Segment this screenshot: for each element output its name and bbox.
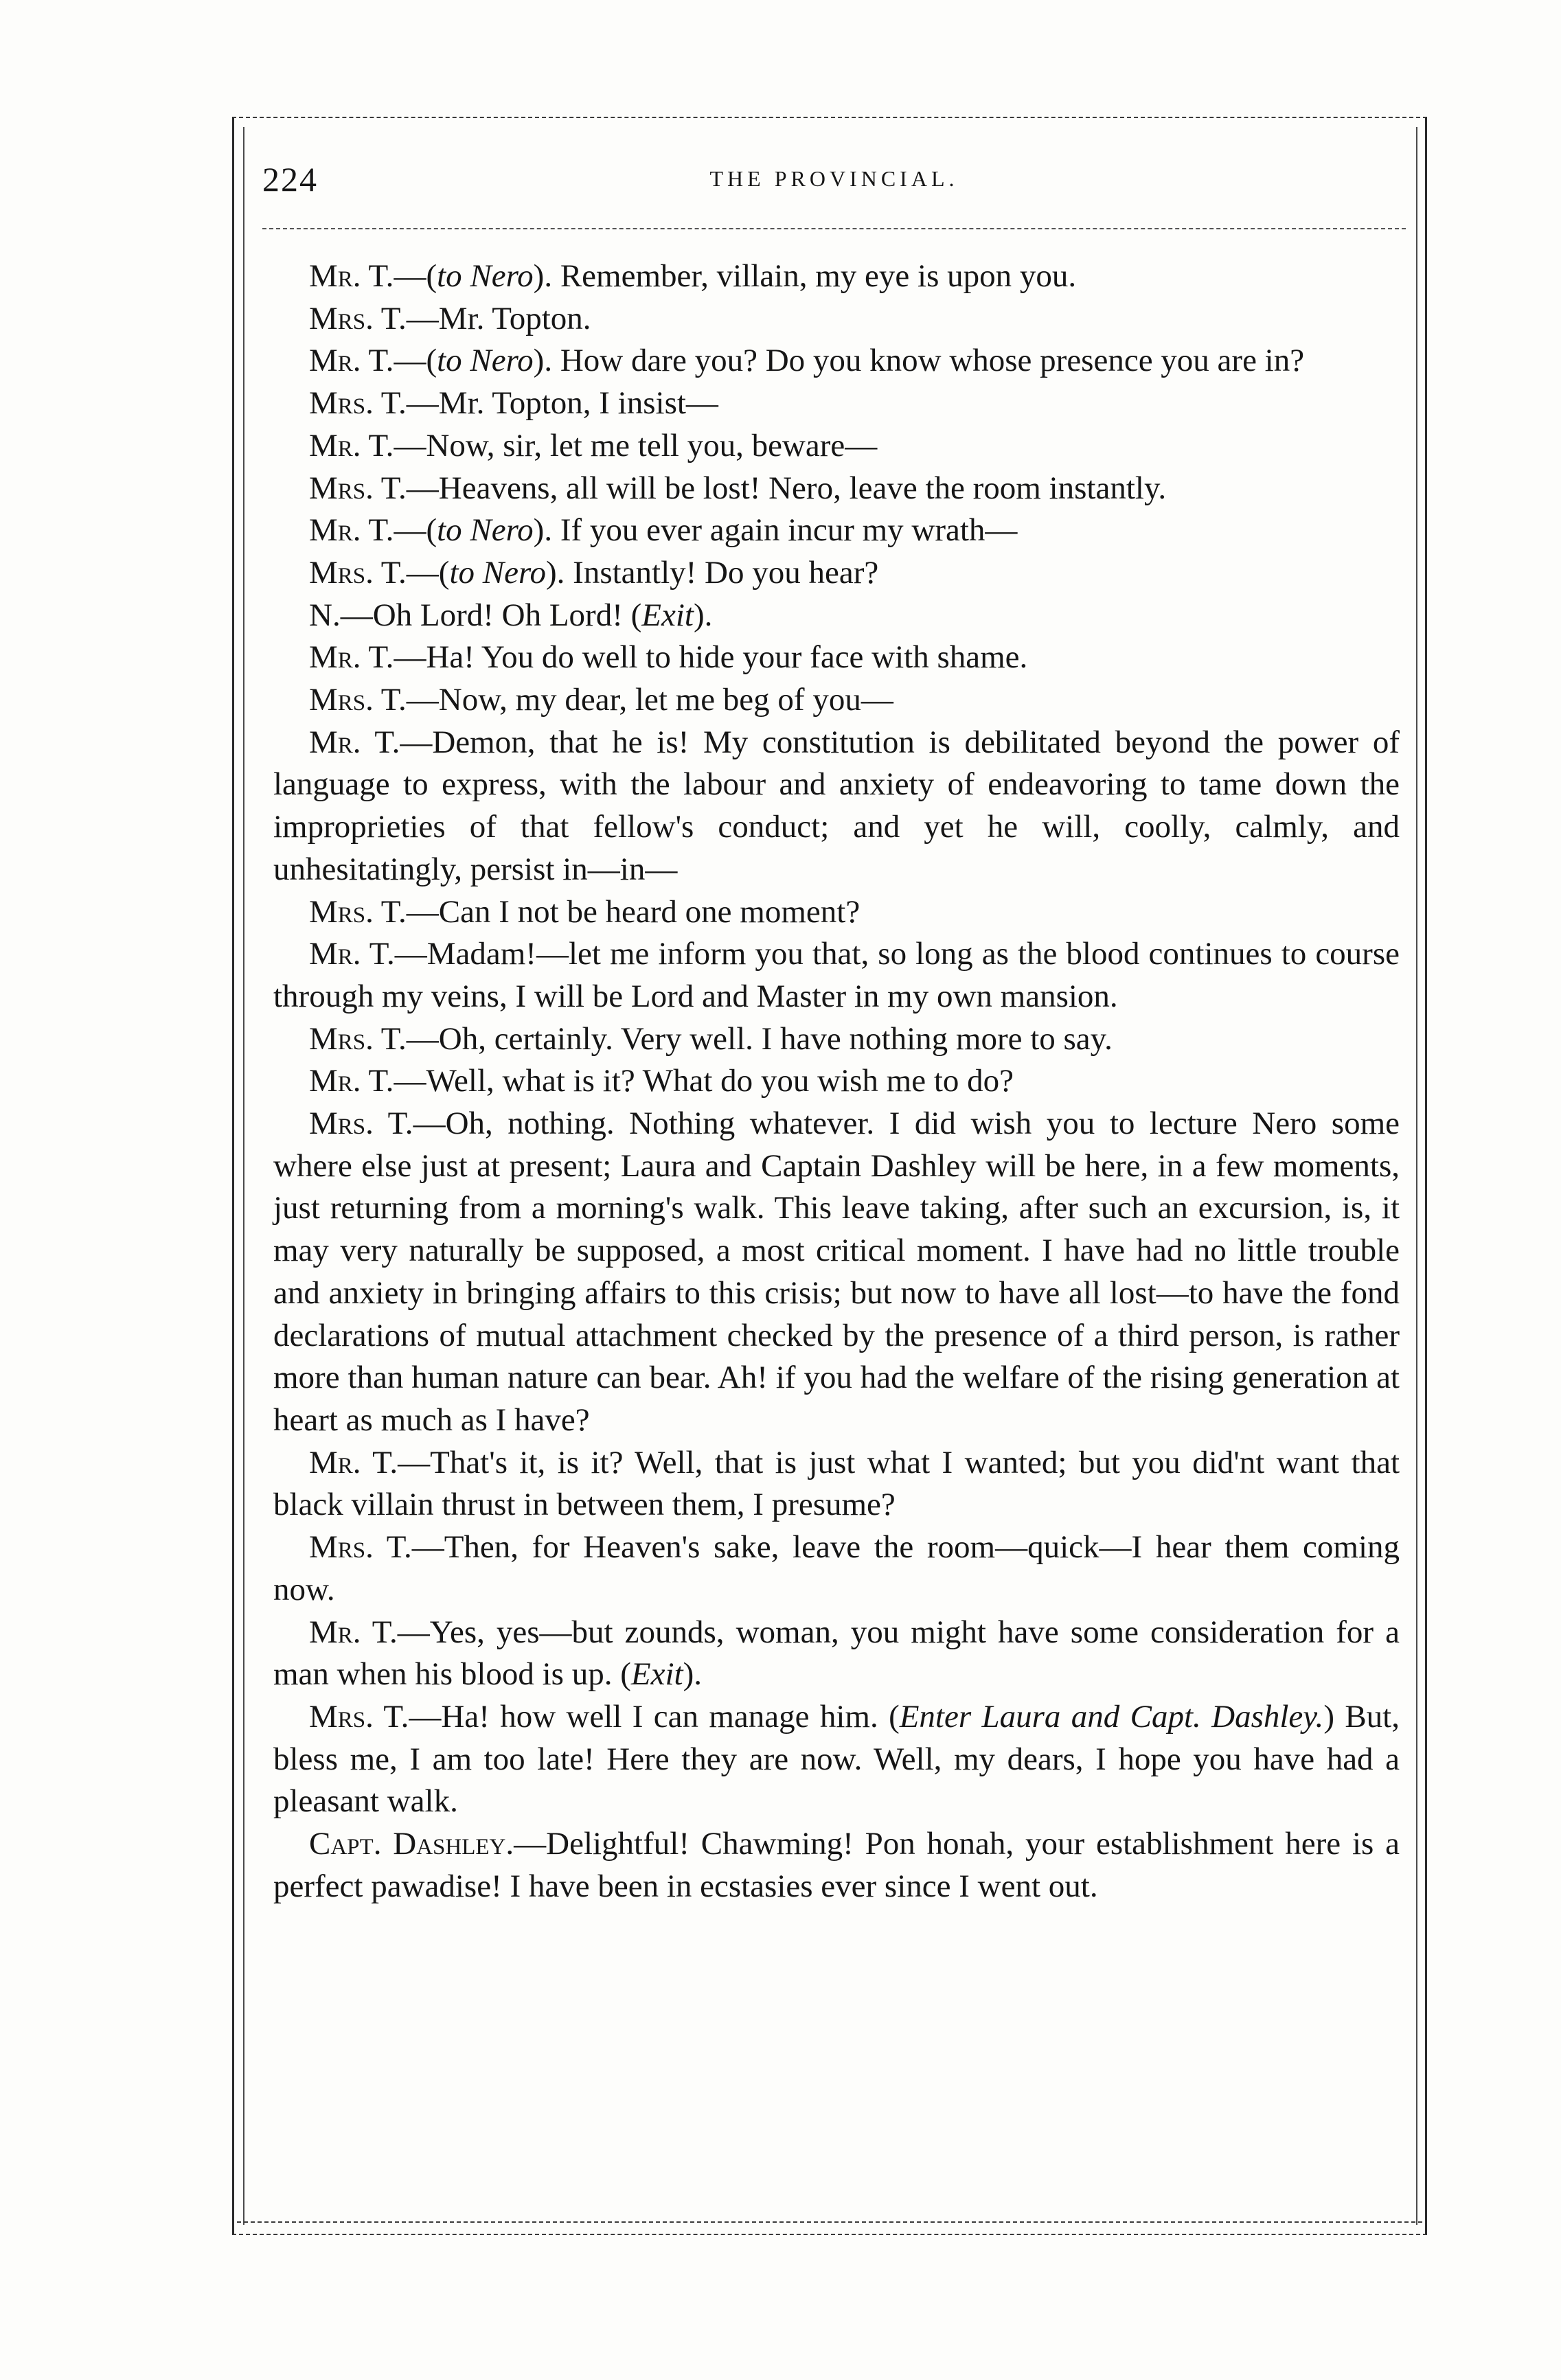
speech-text: —Ha! You do well to hide your face with shame.: [394, 639, 1028, 676]
stage-direction: Exit: [641, 597, 694, 633]
speaker-name: Mrs. T.: [309, 470, 407, 506]
speech-text: —(: [394, 258, 437, 294]
dialogue-line: [273, 637, 1400, 679]
stage-direction: to Nero: [437, 343, 534, 379]
speech-text: —Demon, that he is! My constitution is debilitated beyond the power of language to express, with the labour and anxiety of endeavoring to tame down the improprieties of that fellow's conduct; and yet he will, coolly, calmly, and unhesitatingly, persist in—in—: [273, 724, 1400, 887]
speaker-name: Mr. T.: [309, 512, 394, 549]
speaker-name: Mr. T.: [309, 639, 394, 676]
speech-text: ). Remember, villain, my eye is upon you.: [533, 258, 1077, 294]
speaker-name: Mrs. T.: [309, 682, 407, 718]
speech-text: —(: [406, 554, 450, 591]
speaker-name: Mrs. T.: [309, 1106, 413, 1142]
speech-text: ).: [683, 1656, 702, 1693]
stage-direction: to Nero: [437, 258, 534, 294]
stage-direction: to Nero: [437, 512, 534, 549]
speaker-name: Capt. Dashley.: [309, 1826, 514, 1862]
speaker-name: Mr. T.: [309, 258, 394, 294]
dialogue-line: [273, 298, 1400, 341]
speech-text: —Now, sir, let me tell you, beware—: [394, 427, 878, 464]
speech-text: —Madam!—let me inform you that, so long as the blood continues to course through my veins, I will be Lord and Master in my own mansion.: [273, 936, 1400, 1014]
page-number: 224: [262, 160, 318, 198]
dialogue-line: [273, 510, 1400, 552]
frame-inner-left-rule: [243, 127, 244, 2225]
speech-text: —Oh, certainly. Very well. I have nothing more to say.: [406, 1020, 1113, 1057]
dialogue-line: [273, 933, 1400, 1018]
frame-bottom-rule: [237, 2221, 1422, 2223]
speech-text: —Mr. Topton, I insist—: [406, 385, 718, 422]
stage-direction: Exit: [630, 1656, 683, 1693]
speaker-name: Mr. T.: [309, 936, 395, 972]
speaker-name: N.: [309, 597, 341, 633]
speech-text: ). Instantly! Do you hear?: [546, 554, 879, 591]
dialogue-line: [273, 552, 1400, 595]
speaker-name: Mrs. T.: [309, 300, 407, 336]
speaker-name: Mr. T.: [309, 427, 394, 464]
dialogue-line: [273, 1823, 1400, 1908]
speech-text: —Well, what is it? What do you wish me to do?: [394, 1063, 1014, 1099]
dialogue-line: [273, 1442, 1400, 1526]
speech-text: ) But, bless me, I am too late! Here they are now. Well, my dears, I hope you have had a pleasant walk.: [273, 1698, 1400, 1820]
speech-text: ). If you ever again incur my wrath—: [533, 512, 1018, 549]
speech-text: —(: [394, 512, 437, 549]
speaker-name: Mrs. T.: [309, 1020, 407, 1057]
stage-direction: Enter Laura and Capt. Dashley.: [899, 1698, 1324, 1735]
speech-text: —Then, for Heaven's sake, leave the room—quick—I hear them coming now.: [273, 1529, 1400, 1607]
speech-text: —(: [394, 343, 437, 379]
speech-text: —Delightful! Chawming! Pon honah, your establishment here is a perfect pawadise! I have been in ecstasies ever since I went out.: [273, 1826, 1400, 1904]
running-head: [262, 159, 1406, 201]
speech-text: —Oh, nothing. Nothing whatever. I did wish you to lecture Nero some where else just at present; Laura and Captain Dashley will be here, in a few moments, just returning from a morning's walk. This leave taking, after such an excursion, is, it may very naturally be supposed, a most critical moment. I have had no little trouble and anxiety in bringing affairs to this crisis; but now to have all lost—to have the fond declarations of mutual attachment checked by the presence of a third person, is rather more than human nature can bear. Ah! if you had the welfare of the rising generation at heart as much as I have?: [273, 1106, 1400, 1438]
running-title: THE PROVINCIAL.: [709, 166, 959, 191]
header-rule: [262, 228, 1406, 229]
dialogue-line: [273, 1696, 1400, 1823]
speaker-name: Mrs. T.: [309, 893, 407, 930]
dialogue-line: [273, 722, 1400, 891]
speaker-name: Mrs. T.: [309, 1529, 412, 1566]
speech-text: —Oh Lord! Oh Lord! (: [340, 597, 642, 633]
dialogue-line: [273, 1103, 1400, 1442]
dialogue-line: [273, 468, 1400, 510]
dialogue-line: [273, 1018, 1400, 1061]
dialogue-text: [273, 255, 1400, 1908]
frame-inner-right-rule: [1416, 127, 1417, 2225]
speech-text: —Ha! how well I can manage him. (: [409, 1698, 900, 1735]
dialogue-line: [273, 1526, 1400, 1611]
stage-direction: to Nero: [449, 554, 547, 591]
speech-text: —Mr. Topton.: [406, 300, 591, 336]
dialogue-line: [273, 1612, 1400, 1696]
speaker-name: Mrs. T.: [309, 1698, 409, 1735]
speaker-name: Mrs. T.: [309, 385, 407, 422]
dialogue-line: [273, 382, 1400, 425]
speech-text: —Can I not be heard one moment?: [406, 893, 861, 930]
speaker-name: Mrs. T.: [309, 554, 407, 591]
dialogue-line: [273, 255, 1400, 298]
speech-text: ).: [693, 597, 713, 633]
dialogue-line: [273, 425, 1400, 468]
speech-text: —Heavens, all will be lost! Nero, leave the room instantly.: [406, 470, 1167, 506]
speaker-name: Mr. T.: [309, 1063, 394, 1099]
speech-text: —That's it, is it? Well, that is just what I wanted; but you did'nt want that black villain thrust in between them, I presume?: [273, 1444, 1400, 1523]
speaker-name: Mr. T.: [309, 343, 394, 379]
dialogue-line: [273, 679, 1400, 722]
dialogue-line: [273, 595, 1400, 637]
dialogue-line: [273, 340, 1400, 382]
speech-text: —Now, my dear, let me beg of you—: [406, 682, 893, 718]
dialogue-line: [273, 891, 1400, 934]
speaker-name: Mr. T.: [309, 724, 400, 760]
speaker-name: Mr. T.: [309, 1614, 398, 1650]
dialogue-line: [273, 1060, 1400, 1103]
speech-text: —Yes, yes—but zounds, woman, you might have some consideration for a man when his blood is up. (: [273, 1614, 1400, 1693]
speech-text: ). How dare you? Do you know whose presence you are in?: [533, 343, 1305, 379]
speaker-name: Mr. T.: [309, 1444, 398, 1480]
